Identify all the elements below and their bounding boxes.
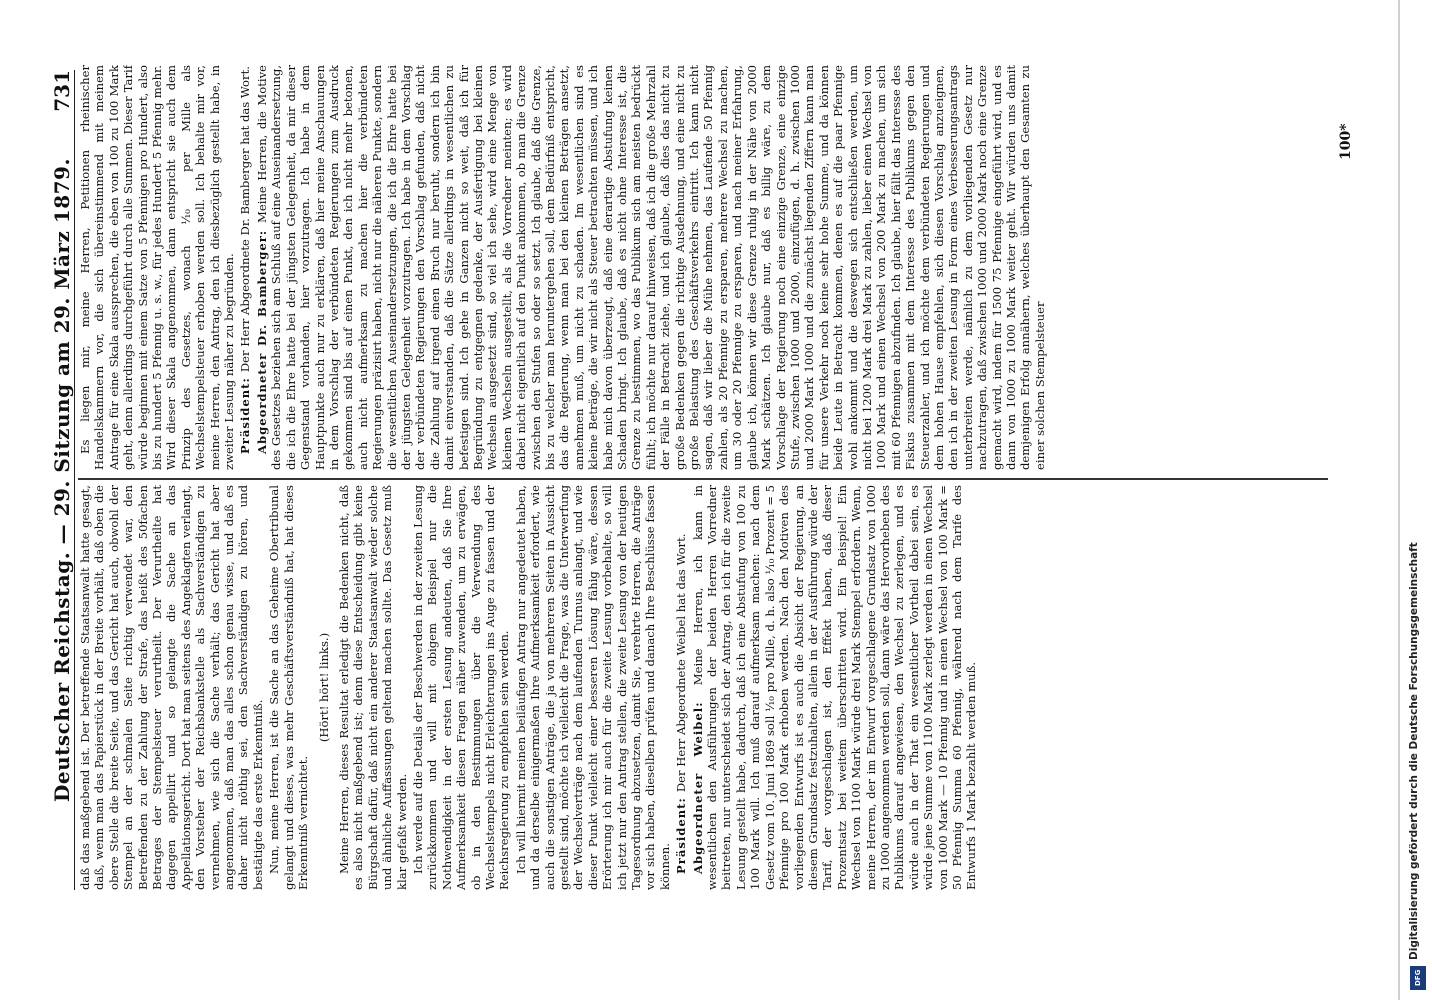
speech-text: Der Herr Abgeordnete Dr. Bamberger hat das Wort.	[238, 66, 253, 373]
speaker-name: Präsident:	[238, 372, 253, 454]
paragraph: Es liegen mir, meine Herren, Petitionen rheinischer Handelskammern vor, die sich übereinstimmend mit meinem Antrage für eine Skala aussprechen, die eben von 100 zu 100 Mark geht, denn allerdings durchgeführt durch alle Summen. Dieser Tarif würde beginnen mit einem Satze von 5 Pfennigen pro Hundert, also bis zu hundert 5 Pfennig u. s. w., für jedes Hundert 5 Pfennig mehr. Wird dieser Skala angenommen, dann entspricht sie auch dem Prinzip des Gesetzes, wonach ⅒ per Mille als Wechselstempelsteuer erhoben werden soll. Ich behalte mir vor, meine Herren, den Antrag, den ich diesbezüglich gestellt habe, in zweiter Lesung näher zu begründen.	[78, 65, 237, 470]
speech-text: Der Herr Abgeordnete Weibel hat das Wort.	[674, 533, 689, 793]
paragraph: Ich will hiermit meinen beiläufigen Antrag nur angedeutet haben, und da derselbe einigermaßen Ihre Aufmerksamkeit erfordert, wie auch die sonstigen Anträge, die ja von mehreren Seiten in Aussicht gestellt sind, möchte ich vielleicht die Frage, was die Unterwerfung der Wechselverträge nach dem laufenden Turnus anlangt, und wie dieser Punkt vielleicht einer besseren Lösung fähig wäre, dessen Erörterung ich mir auch für die zweite Lesung vorbehalte, so will ich jetzt nur den Antrag stellen, die zweite Lesung von der heutigen Tagesordnung abzusetzen, damit Sie, verehrte Herren, die Anträge vor sich haben, dieselben prüfen und danach Ihre Beschlüsse fassen können.	[513, 485, 672, 890]
speech-paragraph	[255, 65, 1047, 470]
paragraph: Meine Herren, dieses Resultat erledigt die Bedenken nicht, daß es also nicht maßgebend ist; denn diese Entscheidung gibt keine Bürgschaft dafür, daß nicht ein anderer Staatsanwalt wieder solche und ähnliche Auffassungen geltend machen sollte. Das Gesetz muß klar gefaßt werden.	[336, 485, 409, 890]
digitization-strip	[1404, 0, 1432, 1000]
column-divider	[78, 479, 1328, 481]
digitization-note: Digitalisierung gefördert durch die Deutsche Forschungsgemeinschaft	[1408, 542, 1420, 960]
paragraph: Ich werde auf die Details der Beschwerden in der zweiten Lesung zurückkommen und will mit obigem Beispiel nur die Nothwendigkeit in der ersten Lesung andeuten, daß Sie Ihre Aufmerksamkeit diesen Fragen näher zuwenden, um zu erwägen, ob in den Bestimmungen über die Verwendung des Wechselstempels nicht Erleichterungen ins Auge zu fassen und der Reichsregierung zu empfehlen sein werden.	[410, 485, 512, 890]
speech-text: Meine Herren, die Motive des Gesetzes beziehen sich am Schluß auf eine Auseinandersetzung, die ich die Ehre hatte bei der jüngsten Gelegenheit, da mir dieser Gegenstand vorhanden, hier vorzutragen. Ich habe in dem Hauptpunkte auch nur zu erklären, daß hier meine Anschauungen in dem Vorschlag der verbündeten Regierungen zum Ausdruck gekommen sind bis auf einen Punkt, den ich nicht mehr betonen, auch nicht aufmerksam zu machen hier die verbündeten Regierungen präzisirt haben, nicht nur die näheren Punkte, sondern die wesentlichen Auseinandersetzungen, die ich die Ehre hatte bei der jüngsten Gelegenheit vorzutragen. Ich habe in dem Vorschlag der verbündeten Regierungen den Vorschlag gefunden, daß nicht die Zahlung auf irgend einen Bruch nur beruht, sondern ich bin damit einverstanden, daß die Sätze allerdings in wesentlichen zu befestigen sind. Ich gehe in Ganzen nicht so weit, daß ich für Begründung zu entgegnen gedenke, der Ausfertigung bei kleinen Wechseln ausgesetzt sind, so viel ich sehe, wird eine Menge von kleinen Wechseln ausgestellt, als die Vorredner meinten; es wird dabei nicht eigentlich auf den Punkt ankommen, ob man die Grenze zwischen den Stufen so oder so setzt. Ich glaube, daß die Grenze, bis zu welcher man heruntergehen soll, dem Bedürfniß entspricht, das die Regierung, wenn man bei den kleinen Beträgen ansetzt, annehmen muß, um nicht zu schaden. Im wesentlichen sind es kleine Beträge, die wir nicht als Steuer betrachten müssen, und ich habe mich davon überzeugt, daß eine derartige Abstufung keinen Schaden bringt. Ich glaube, daß es nicht ohne Interesse ist, die Grenze zu bestimmen, wo das Publikum sich am meisten bedrückt fühlt; ich möchte nur darauf hinweisen, daß ich die große Mehrzahl der Fälle in Betracht ziehe, und ich glaube, daß dies das nicht zu große Bedenken gegen die richtige Ausdehnung, und eine nicht zu große Belastung des Geschäftsverkehrs eintritt. Ich kann nicht sagen, daß wir lieber die Mühe nehmen, das Laufende 50 Pfennig zahlen, als 20 Pfennige zu ersparen, mehrere Wechsel zu machen, um 30 oder 20 Pfennige zu ersparen, und nach meiner Erfahrung, glaube ich, können wir diese Grenze ruhig in der Nähe von 2000 Mark schätzen. Ich glaube nur, daß es billig wäre, zu dem Vorschlage der Regierung noch eine einzige Grenze, eine einzige Stufe, zwischen 1000 und 2000, einzufügen, d. h. zwischen 1000 und 2000 Mark 1000 und die zunächst liegenden Ziffern kann man für unsere Verkehr noch keine sehr hohe Summe, und da können beide Leute in Betracht kommen, denen es auf die paar Pfennige wohl ankommt und die deswegen sich entschließen werden, um nicht bei 1200 Mark drei Mark zu zahlen, lieber einen Wechsel von 1000 Mark und einen Wechsel von 200 Mark zu machen, um sich mit 60 Pfennigen abzufinden. Ich glaube, hier fällt das Interesse des Fiskus zusammen mit dem Interesse des Publikums gegen den Steuerzahler, und ich möchte dem verbündeten Regierungen und dem hohen Hause empfehlen, sich diesen Vorschlag anzueignen, den ich in der zweiten Lesung in Form eines Verbesserungsantrags unterbreiten werde, nämlich zu dem vorliegenden Gesetz nur nachzutragen, daß zwischen 1000 und 2000 Mark noch eine Grenze gemacht wird, indem für 1500 75 Pfennige eingeführt wird, und es dann von 1000 zu 1000 Mark weiter geht. Wir würden uns damit demjenigen Erfolg annähern, welches überhaupt den Gesamten zu einer solchen Stempelsteuer	[254, 65, 1047, 470]
text-column-left	[78, 485, 1328, 890]
speaker-name: Präsident:	[674, 792, 689, 874]
speech-paragraph	[674, 485, 688, 890]
speech-text: Meine Herren, ich kann in wesentlichen den Ausführungen der beiden Herren Vorredner beitreten, nur unterscheidet sich der Antrag, den ich für die zweite Lesung gestellt habe, dadurch, daß ich eine Abstufung von 100 zu 100 Mark will. Ich muß darauf aufmerksam machen: nach dem Gesetz vom 10. Juni 1869 soll ⅒ pro Mille, d. h. also ⅒ Prozent = 5 Pfennige pro 100 Mark erhoben werden. Nach den Motiven des vorliegenden Entwurfs ist es auch die Absicht der Regierung, an diesem Grundsatz festzuhalten, allein in der Ausführung würde der Tarif, der vorgeschlagen ist, den Effekt haben, daß dieser Prozentsatz bei weitem überschritten wird. Ein Beispiel! Ein Wechsel von 1100 Mark würde drei Mark Stempel erfordern. Wenn, meine Herren, der im Entwurf vorgeschlagene Grundsatz von 1000 zu 1000 angenommen werden soll, dann wäre das Hervorheben des Publikums darauf angewiesen, den Wechsel zu zerlegen, und es würde auch in der That ein wesentlicher Vortheil dabei sein, es würde jene Summe von 1100 Mark zerlegt werden in einen Wechsel von 1000 Mark — 10 Pfennig und in einen Wechsel von 100 Mark = 50 Pfennig Summa 60 Pfennig, während nach dem Tarife des Entwurfs 1 Mark bezahlt werden muß.	[690, 485, 979, 890]
interjection: (Hört! hört! links.)	[316, 632, 331, 743]
speaker-name: Abgeordneter Weibel:	[690, 685, 705, 874]
dfg-logo: DFG	[1410, 966, 1426, 990]
paragraph: daß das maßgebend ist. Der betreffende Staatsanwalt hatte gesagt, daß, wenn man das Papierstück in der Breite vorhält, daß oben die obere Stelle die breite Seite, und das Gericht hat auch, obwohl der Stempel an der schmalen Seite richtig verwendet war, den Betreffenden zu der Zahlung der Strafe, das heißt des 50fachen Betrages der Stempelsteuer verurtheilt. Der Verurtheilte hat dagegen appellirt und so gelangte die Sache an das Appellationsgericht. Dort hat man seitens des Angeklagten verlangt, den Vorsteher der Reichsbankstelle als Sachverständigen zu vernehmen, wie sich die Sache verhält; das Gericht hat aber angenommen, daß man das alles schon genau wisse, und daß es daher nicht nöthig sei, den Sachverständigen zu hören, und bestätigte das erste Erkenntniß.	[78, 485, 265, 890]
printer-signature: 100*	[1338, 123, 1354, 160]
paragraph: Nun, meine Herren, ist die Sache an das Geheime Obertribunal gelangt und dieses, was mehr Geschäftsverständniß hat, hat dieses Erkenntniß vernichtet.	[267, 485, 311, 890]
speech-paragraph	[691, 485, 979, 890]
page-number-right: 731	[50, 70, 74, 112]
page-header	[50, 70, 75, 890]
text-column-right	[78, 65, 1328, 470]
running-title: Deutscher Reichstag. — 29. Sitzung am 29. März 1879.	[50, 158, 74, 802]
speaker-name: Abgeordneter Dr. Bamberger:	[254, 223, 269, 454]
speech-paragraph	[238, 65, 252, 470]
